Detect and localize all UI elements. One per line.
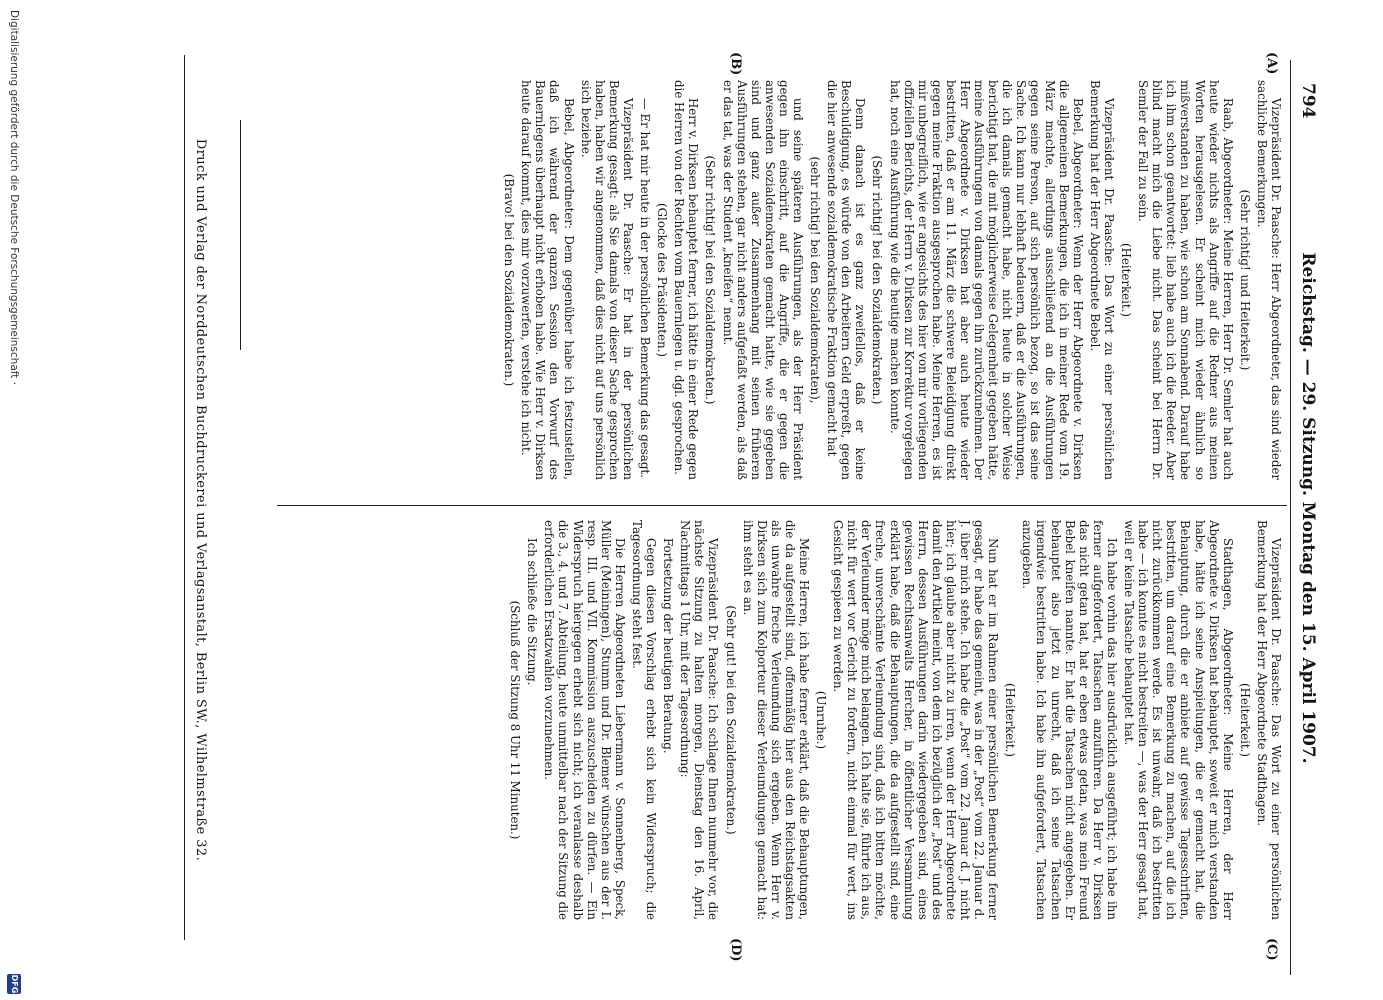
paragraph: Denn danach ist es ganz zweifellos, daß er keine Beschuldigung, es würde von den Arbeitern Geld erpreßt, gegen die hier anwesende sozialdemokratische Fraktion gemacht hat xyxy=(825,80,868,480)
paragraph: Vizepräsident Dr. Paasche: Das Wort zu einer persönlichen Bemerkung hat der Herr Abgeordnete Stadthagen. xyxy=(1254,520,1283,920)
footer-text: Digitalisierung gefördert durch die Deutsche Forschungsgemeinschaft · xyxy=(8,10,20,386)
paragraph: (Sehr richtig! und Heiterkeit.) xyxy=(1237,189,1252,371)
paragraph: Gegen diesen Vorschlag erhebt sich kein Widerspruch; die Tagesordnung steht fest. xyxy=(629,520,659,920)
paragraph: Vizepräsident Dr. Paasche: Das Wort zu einer persönlichen Bemerkung hat der Herr Abgeordnete Bebel. xyxy=(1087,80,1116,480)
left-column xyxy=(263,80,1283,480)
running-title: Reichstag. — 29. Sitzung. Montag den 15. April 1907. xyxy=(1298,252,1318,764)
paragraph: Vizepräsident Dr. Paasche: Ich schlage Ihnen nunmehr vor, die nächste Sitzung zu halten morgen, Dienstag den 16. April, Nachmittags 1 Uhr, mit der Tagesordnung: xyxy=(678,520,721,920)
digitization-footer xyxy=(3,0,23,1000)
imprint-rule xyxy=(184,55,185,940)
margin-letter-d: (D) xyxy=(728,938,743,962)
paragraph: Bebel, Abgeordneter: Wenn der Herr Abgeordnete v. Dirksen die allgemeinen Bemerkungen, die ich in meiner Rede vom 19. März machte, allerdings ausschließend an die Ausführungen gegen seine Person, auf sich persönlich bezog, so ist das seine Sache. Ich kann nur lebhaft bedauern, daß er die Ausführungen, die ich damals gemacht habe, nicht heute in solcher Weise berichtigt hat, die mit möglicherweise Gelegenheit gegeben hätte, meine Ausführungen von damals gegen ihn zurückzunehmen. Der Herr Abgeordnete v. Dirksen hat aber auch heute wieder bestritten, daß er am 11. März die schwere Beleidigung direkt gegen meine Fraktion ausgesprochen habe. Meine Herren, es ist mir unbegreiflich, wie er angesichts des hier von mir vorliegenden offiziellen Berichts, der Herrn v. Dirksen zur Korrektur vorgelegen hat, noch eine Ausführung wie die heutige machen konnte. xyxy=(887,80,1085,480)
margin-letter-c: (C) xyxy=(1264,938,1279,961)
paragraph: Nun hat er im Rahmen einer persönlichen Bemerkung ferner gesagt, er habe das gemeint, was in der „Post“ vom 22. Januar d. J. über mich stehe. Ich habe die „Post“ vom 22. Januar d. J. nicht hier; ich glaube aber nicht zu irren, wenn der Herr Abgeordnete damit den Artikel meint, von dem ich bezüglich der „Post“ und des Herrn, dessen Ausführungen darin wiedergegeben sind, eines gewissen Rechtsanwalts Hercher, in öffentlicher Versammlung erklärt habe, daß die Behauptungen, die da aufgestellt sind, eine freche, unverschämte Verleumdung sind, daß ich bitten möchte, der Verleumder möge mich belangen. Ich halte sie, führte ich aus, nicht für wert vor Gericht zu fordern, nicht einmal für wert, ins Gesicht gespieen zu werden. xyxy=(831,520,1001,920)
paragraph: Fortsetzung der heutigen Beratung. xyxy=(661,538,676,754)
paragraph: Vizepräsident Dr. Paasche: Herr Abgeordneter, das sind wieder sachliche Bemerkungen. xyxy=(1254,80,1283,480)
paragraph: (Glocke des Präsidenten.) xyxy=(655,203,670,357)
paragraph: Herr v. Dirksen behauptet ferner, ich hätte in einer Rede gegen die Herren von der Rechten vom Bauernlegen u. dgl. gesprochen. xyxy=(672,80,701,480)
right-column xyxy=(263,520,1283,920)
paragraph: Stadthagen, Abgeordneter: Meine Herren, der Herr Abgeordnete v. Dirksen hat behauptet, soweit er mich verstanden habe, hätte ich seine Anspielungen, die er gemacht hat, die Behauptung, durch die er anbiete auf gewisse Tagesschriften, bestritten, um darauf eine Bemerkung zu machen, auf die ich nicht zurückkommen werde. Es ist unwahr, daß ich bestritten habe — ich konnte es nicht bestreiten —, was der Herr gesagt hat, weil er keine Tatsache behauptet hat. xyxy=(1122,520,1235,920)
paragraph: und seine späteren Ausführungen, als der Herr Präsident gegen ihn einschritt, auf die Angriffe, die er gegen die anwesenden Sozialdemokraten gemacht hatte, wie sie gegeben sind und ganz außer Zusammenhang mit seinen früheren Ausführungen stehen, gar nicht anders aufgefaßt werden, als daß er das tat, was der Student „kneifen“ nennt. xyxy=(720,80,805,480)
page-header xyxy=(1292,48,1318,968)
margin-letter-b: (B) xyxy=(728,52,743,76)
page-number: 794 xyxy=(1298,83,1318,119)
paragraph: (sehr richtig! bei den Sozialdemokraten), xyxy=(808,156,823,404)
paragraph: Vizepräsident Dr. Paasche: Er hat in der persönlichen Bemerkung gesagt: als Sie damals von dieser Sache gesprochen haben, haben wir angenommen, daß dies nicht auf uns persönlich sich beziehe. xyxy=(578,80,635,480)
paragraph: (Schluß der Sitzung 8 Uhr 11 Minuten.) xyxy=(508,600,523,840)
paragraph: — Er hat mir heute in der persönlichen Bemerkung das gesagt. xyxy=(638,98,653,478)
header-rule xyxy=(1290,60,1291,975)
printer-imprint: Druck und Verlag der Norddeutschen Buchdruckerei und Verlagsanstalt, Berlin SW., Wilhelmstraße 32. xyxy=(193,138,208,862)
paragraph: (Bravo! bei den Sozialdemokraten.) xyxy=(502,173,517,387)
paragraph: (Sehr richtig! bei den Sozialdemokraten.) xyxy=(703,155,718,405)
column-divider xyxy=(277,505,1287,506)
paragraph: Die Herren Abgeordneten Liebermann v. Sonnenberg, Speck, Müller (Meiningen), Stumm und Dr. Blemer wünschen aus der I. resp. III. und VII. Kommission auszuscheiden zu dürfen. — Ein Widerspruch hiergegen erhebt sich nicht; ich veranlasse deshalb die 3., 4. und 7. Abteilung, heute unmittelbar nach der Sitzung die erforderlichen Ersatzwahlen vorzunehmen. xyxy=(542,520,627,920)
margin-letter-a: (A) xyxy=(1264,52,1279,75)
paragraph: Raab, Abgeordneter: Meine Herren, Herr Dr. Semler hat auch heute wieder nichts als Angriffe auf die Redner aus meinen Worten herausgelesen. Er scheint mich wieder ähnlich so mißverstanden zu haben, wie schon am Sonnabend. Darauf habe ich ihm schon geantwortet: lieb habe auch ich die Reeder. Aber blind macht mich die Liebe nicht. Das scheint bei Herrn Dr. Semler der Fall zu sein. xyxy=(1136,80,1235,480)
paragraph: (Heiterkeit.) xyxy=(1003,682,1018,757)
paragraph: (Heiterkeit.) xyxy=(1237,682,1252,757)
paragraph: (Unruhe.) xyxy=(814,690,829,750)
paragraph: (Sehr richtig! bei den Sozialdemokraten.) xyxy=(870,155,885,405)
paragraph: Ich schließe die Sitzung. xyxy=(525,538,540,686)
paragraph: (Heiterkeit.) xyxy=(1119,242,1134,317)
paragraph: Bebel, Abgeordneter: Dem gegenüber habe ich festzustellen, daß ich während der ganzen Session den Vorwurf des Bauernlegens überhaupt nicht erhoben habe. Wie Herr v. Dirksen heute darauf kommt, dies mir vorzuwerfen, verstehe ich nicht. xyxy=(519,80,576,480)
paragraph: Ich habe vorhin das hier ausdrücklich ausgeführt; ich habe ihn ferner aufgefordert, Tatsachen anzuführen. Da Herr v. Dirksen das nicht getan hat, hat er eben etwas getan, was mein Freund Bebel kneifen nannte. Er hat die Tatsachen nicht angegeben. Er behauptet also jetzt zu unrecht, daß ich seine Tatsachen irgendwie bestritten habe. Ich habe ihn aufgefordert, Tatsachen anzugeben. xyxy=(1020,520,1119,920)
dfg-logo-icon: DFG xyxy=(7,974,21,994)
end-rule xyxy=(240,120,241,350)
paragraph: (Sehr gut! bei den Sozialdemokraten.) xyxy=(723,605,738,835)
paragraph: Meine Herren, ich habe ferner erklärt, daß die Behauptungen, die da aufgestellt sind, offenmäßig hier aus den Reichstagsakten als unwahre freche Verleumdung sich ergeben. Wenn Herr v. Dirksen sich zum Kolporteur dieser Verleumdungen gemacht hat: ihm steht es an. xyxy=(740,520,811,920)
